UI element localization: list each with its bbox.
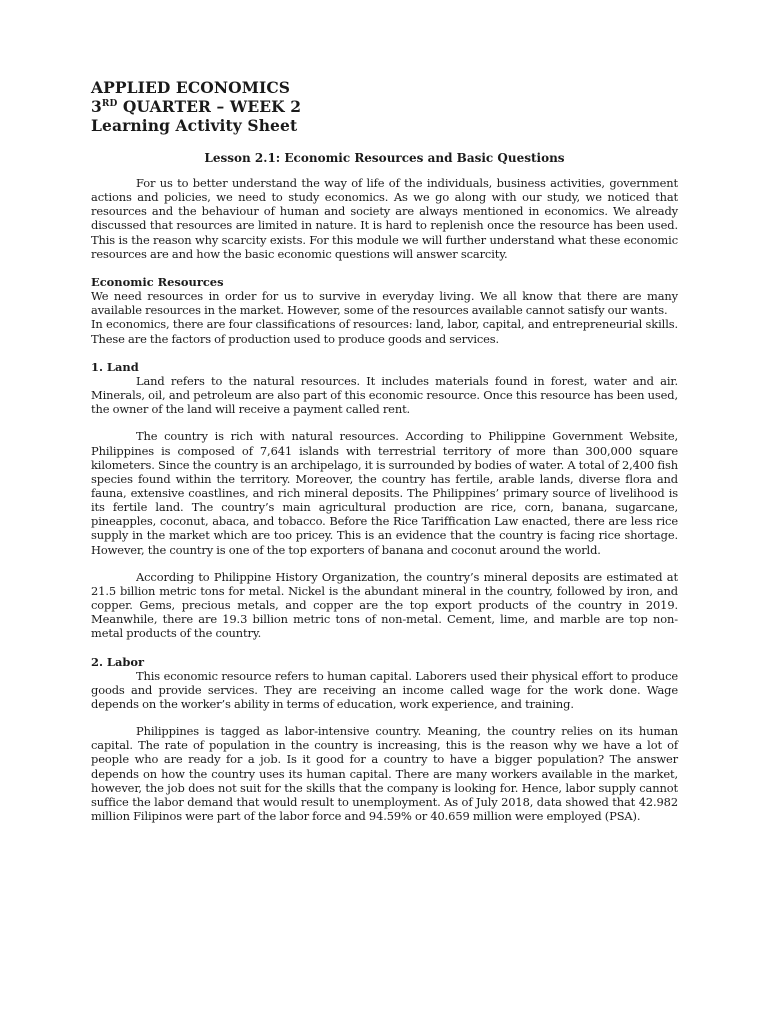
land-paragraph-1: Land refers to the natural resources. It includes materials found in forest, water and air. Minerals, oil, and petroleum are also part of this economic resource. Once this resource has been used, the owner of the land will receive a payment called rent. bbox=[91, 373, 678, 417]
quarter-week-title bbox=[91, 97, 678, 116]
land-heading: 1. Land bbox=[91, 359, 139, 374]
document-page bbox=[91, 78, 678, 823]
course-title: APPLIED ECONOMICS bbox=[91, 78, 291, 97]
labor-heading: 2. Labor bbox=[91, 654, 145, 669]
intro-paragraph: For us to better understand the way of life of the individuals, business activities, government actions and policies, we need to study economics. As we go along with our study, we noticed that resources and the behaviour of human and society are always mentioned in economics. We already discussed that resources are limited in nature. It is hard to replenish once the resource has been used. This is the reason why scarcity exists. For this module we will further understand what these economic resources are and how the basic economic questions will answer scarcity. bbox=[91, 176, 678, 261]
economic-resources-paragraph-2: In economics, there are four classifications of resources: land, labor, capital, and entrepreneurial skills. These are the factors of production used to produce goods and services. bbox=[91, 317, 678, 346]
labor-paragraph-1: This economic resource refers to human capital. Laborers used their physical effort to produce goods and provide services. They are receiving an income called wage for the work done. Wage depends on the worker’s ability in terms of education, work experience, and training. bbox=[91, 668, 678, 711]
sheet-title: Learning Activity Sheet bbox=[91, 116, 298, 135]
lesson-title: Lesson 2.1: Economic Resources and Basic Questions bbox=[204, 151, 565, 165]
economic-resources-heading: Economic Resources bbox=[91, 274, 224, 289]
quarter-superscript: RD bbox=[101, 99, 118, 109]
land-paragraph-2: The country is rich with natural resources. According to Philippine Government Website, Philippines is composed of 7,641 islands with terrestrial territory of more than 300,000 square kilometers. Since the country is an archipelago, it is surrounded by bodies of water. A total of 2,400 fish species found within the territory. Moreover, the country has fertile, arable lands, diverse flora and fauna, extensive coastlines, and rich mineral deposits. The Philippines’ primary source of livelihood is its fertile land. The country’s main agricultural production are rice, corn, banana, sugarcane, pineapples, coconut, abaca, and tobacco. Before the Rice Tariffication Law enacted, there are less rice supply in the market which are too pricey. This is an evidence that the country is facing rice shortage. However, the country is one of the top exporters of banana and coconut around the world. bbox=[91, 429, 678, 557]
economic-resources-paragraph-1: We need resources in order for us to survive in everyday living. We all know that there are many available resources in the market. However, some of the resources available cannot satisfy our wants. bbox=[91, 289, 678, 318]
land-paragraph-3: According to Philippine History Organization, the country’s mineral deposits are estimated at 21.5 billion metric tons for metal. Nickel is the abundant mineral in the country, followed by iron, and copper. Gems, precious metals, and copper are the top export products of the country in 2019. Meanwhile, there are 19.3 billion metric tons of non-metal. Cement, lime, and marble are top non-metal products of the country. bbox=[91, 569, 678, 641]
quarter-week-text: QUARTER – WEEK 2 bbox=[117, 97, 302, 116]
quarter-number: 3 bbox=[91, 97, 102, 116]
labor-paragraph-2: Philippines is tagged as labor-intensive country. Meaning, the country relies on its human capital. The rate of population in the country is increasing, this is the reason why we have a lot of people who are ready for a job. Is it good for a country to have a bigger population? The answer depends on how the country uses its human capital. There are many workers available in the market, however, the job does not suit for the skills that the company is looking for. Hence, labor supply cannot suffice the labor demand that would result to unemployment. As of July 2018, data showed that 42.982 million Filipinos were part of the labor force and 94.59% or 40.659 million were employed (PSA). bbox=[91, 724, 678, 824]
